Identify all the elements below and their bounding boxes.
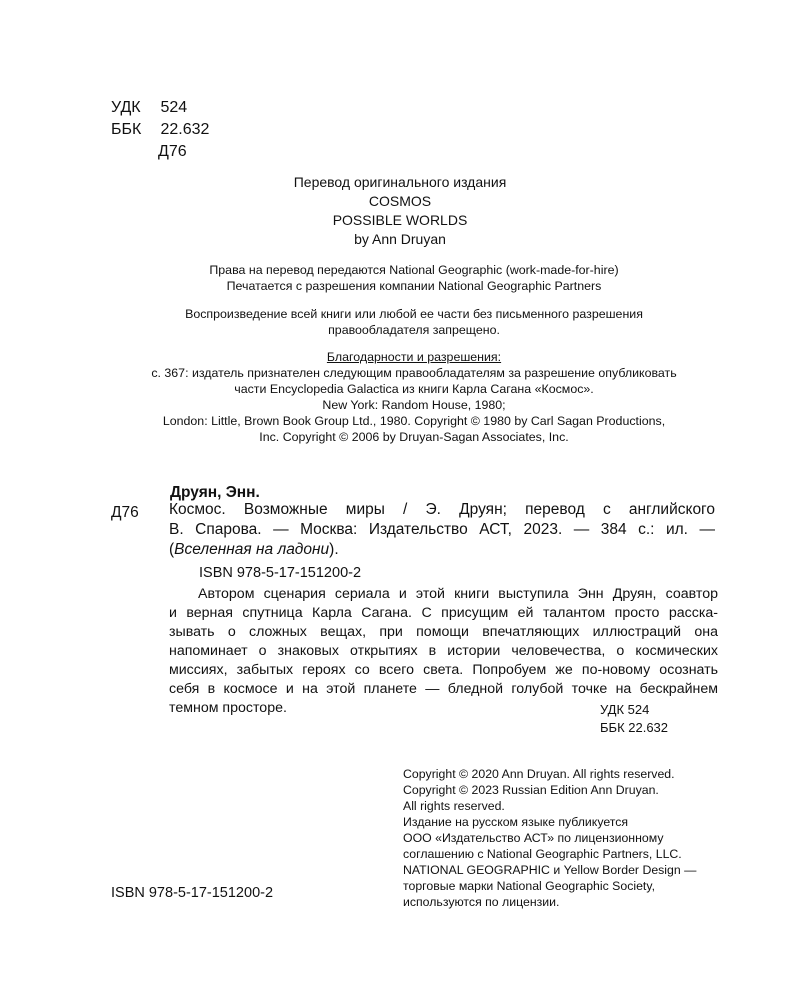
author-mark: Д76 — [158, 143, 187, 160]
series-name: Вселенная на ладони — [174, 541, 330, 558]
copyright-line: торговые марки National Geographic Society, — [403, 879, 656, 893]
udk-value: 524 — [160, 99, 188, 116]
original-title-2: POSSIBLE WORLDS — [332, 212, 468, 228]
catalog-author: Друян, Энн. — [170, 484, 260, 501]
catalog-line-1: Космос. Возможные миры / Э. Друян; перевод с английского — [169, 501, 715, 518]
repro-line-2: правообладателя запрещено. — [328, 323, 500, 337]
catalog-line-3 — [169, 540, 715, 560]
bbk-row — [111, 119, 209, 141]
rights-notice — [0, 262, 800, 294]
copyright-line: соглашению с National Geographic Partners, LLC. — [403, 847, 682, 861]
annotation-line: темном просторе. — [169, 700, 287, 716]
small-bbk: ББК 22.632 — [600, 720, 669, 735]
rights-line-1: Права на перевод передаются National Geographic (work-made-for-hire) — [209, 263, 619, 277]
annotation — [169, 585, 718, 718]
ack-line-2: части Encyclopedia Galactica из книги Карла Сагана «Космос». — [234, 382, 594, 396]
ack-line-5: Inc. Copyright © 2006 by Druyan-Sagan Associates, Inc. — [259, 430, 569, 444]
copyright-line: All rights reserved. — [403, 799, 505, 813]
original-title-1: COSMOS — [368, 193, 432, 209]
bbk-label: ББК — [111, 121, 142, 138]
udk-row — [111, 97, 209, 119]
series-open: ( — [169, 541, 175, 558]
small-codes — [600, 701, 668, 737]
original-byline: by Ann Druyan — [354, 231, 446, 247]
small-udk: УДК 524 — [600, 702, 650, 717]
annotation-line: и верная спутница Карла Сагана. С присущим ей талантом просто расска- — [169, 605, 718, 621]
rights-line-2: Печатается с разрешения компании National Geographic Partners — [226, 279, 602, 293]
copyright-block — [403, 766, 696, 910]
ack-line-4: London: Little, Brown Book Group Ltd., 1980. Copyright © 1980 by Carl Sagan Productions, — [162, 414, 666, 428]
original-edition — [0, 173, 800, 249]
series-close: ). — [329, 541, 339, 558]
catalog-line-2: В. Спарова. — Москва: Издательство АСТ, 2023. — 384 с.: ил. — — [169, 521, 715, 538]
ack-line-1: с. 367: издатель признателен следующим правообладателям за разрешение опубликовать — [151, 366, 677, 380]
copyright-line: Copyright © 2023 Russian Edition Ann Druyan. — [403, 783, 659, 797]
copyright-line: используются по лицензии. — [403, 895, 560, 909]
acknowledgments — [0, 349, 800, 445]
copyright-line: ООО «Издательство АСТ» по лицензионному — [403, 831, 664, 845]
copyright-line: Copyright © 2020 Ann Druyan. All rights reserved. — [403, 767, 675, 781]
reproduction-notice — [0, 306, 800, 338]
repro-line-1: Воспроизведение всей книги или любой ее части без письменного разрешения — [185, 307, 643, 321]
annotation-line: миссиях, забытых героях со всего света. Попробуем же по-новому осознать — [169, 662, 718, 678]
copyright-line: NATIONAL GEOGRAPHIC и Yellow Border Design — — [403, 863, 697, 877]
bbk-value: 22.632 — [160, 121, 210, 138]
classification-codes — [111, 97, 209, 163]
catalog-mark: Д76 — [111, 504, 139, 521]
annotation-line: напоминает о знаковых открытиях в истории человечества, о космических — [169, 643, 718, 659]
copyright-line: Издание на русском языке публикуется — [403, 815, 629, 829]
ack-line-3: New York: Random House, 1980; — [322, 398, 506, 412]
udk-label: УДК — [111, 99, 141, 116]
catalog-description — [169, 500, 715, 560]
annotation-line: зывать о сложных вещах, при помощи впечатляющих иллюстраций она — [169, 624, 718, 640]
original-intro: Перевод оригинального издания — [293, 174, 507, 190]
annotation-line: Автором сценария сериала и этой книги выступила Энн Друян, соавтор — [198, 586, 718, 602]
annotation-line: себя в космосе и на этой планете — бледной голубой точке на бескрайнем — [169, 681, 718, 697]
bottom-isbn: ISBN 978-5-17-151200-2 — [111, 885, 274, 901]
catalog-isbn: ISBN 978-5-17-151200-2 — [199, 565, 362, 581]
ack-heading: Благодарности и разрешения: — [326, 350, 502, 364]
